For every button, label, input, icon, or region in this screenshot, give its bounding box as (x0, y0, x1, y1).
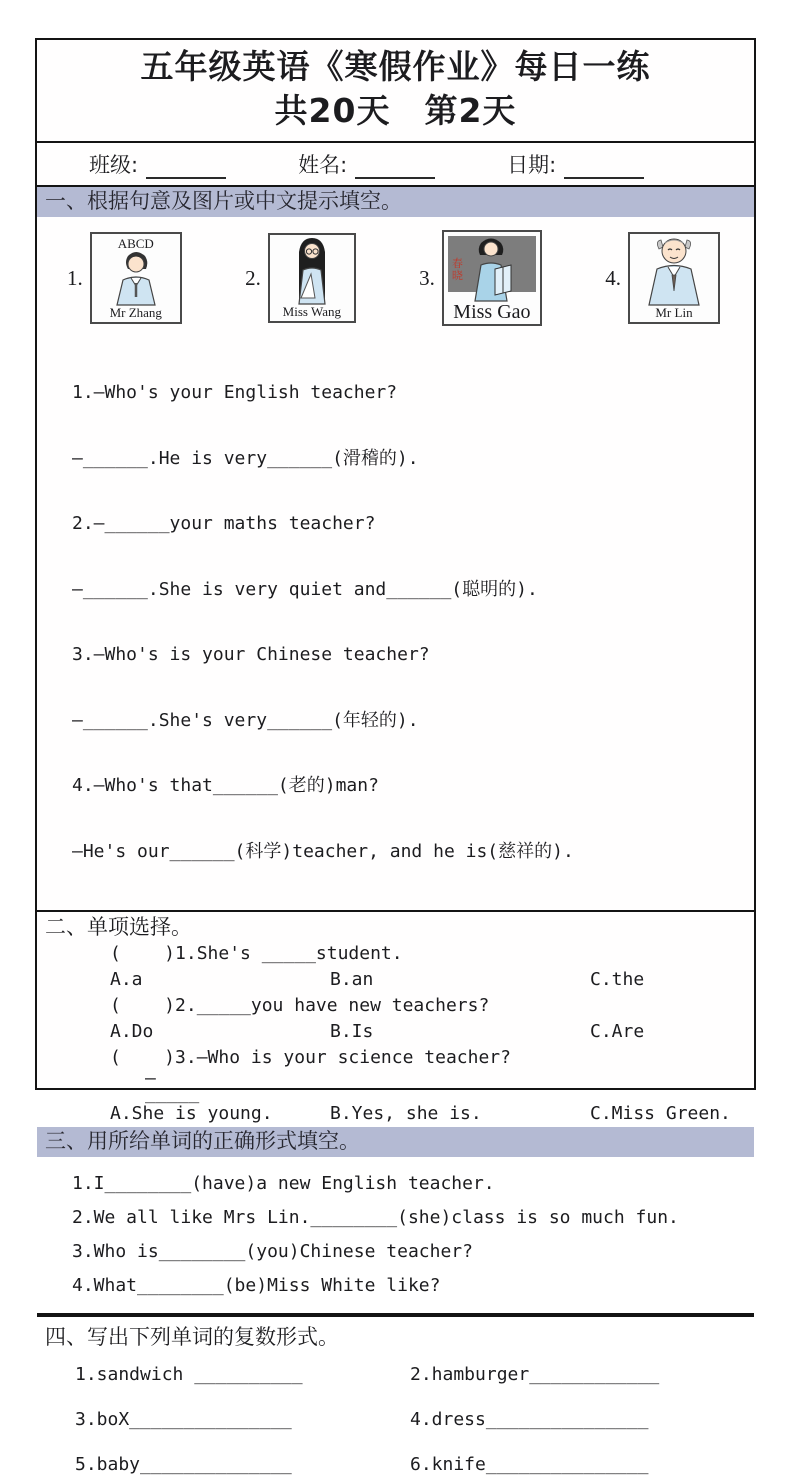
mc-option-a: A.a (110, 969, 143, 990)
date-label: 日期: (507, 153, 557, 177)
picture-label: Miss Wang (282, 304, 341, 319)
miss-gao-illustration (461, 235, 523, 301)
section-4-header: 四、写出下列单词的复数形式。 (45, 1325, 339, 1349)
name-label: 姓名: (298, 153, 348, 177)
mc-option-a: A.Do (110, 1021, 154, 1042)
mc-option-c: C.Miss Green. (590, 1103, 731, 1124)
picture-box-mr-lin (628, 232, 720, 324)
mc-options-row (37, 1019, 754, 1045)
teacher-pictures-row (37, 217, 754, 336)
picture-number: 4. (605, 265, 621, 290)
page-subtitle: 共20天 第2天 (274, 91, 517, 130)
question-line: 4.—Who's that______(老的)man? (72, 775, 379, 796)
question-line: —______.She's very______(年轻的). (72, 709, 419, 731)
mr-zhang-illustration (105, 251, 167, 305)
chalkboard-text: 春晓 (451, 257, 463, 282)
picture-number: 2. (245, 265, 261, 290)
name-field (298, 149, 435, 179)
question-line: 3.—Who's is your Chinese teacher? (72, 644, 430, 665)
miss-wang-illustration (282, 236, 342, 304)
date-field (507, 149, 644, 179)
picture-item-4 (605, 232, 720, 324)
plural-item: 1.sandwich __________ (75, 1364, 303, 1385)
mc-options-row (37, 1101, 754, 1127)
date-blank-line (564, 155, 644, 179)
section-1-header: 一、根据句意及图片或中文提示填空。 (37, 187, 754, 217)
mc-option-c: C.the (590, 969, 645, 990)
plural-words-grid (37, 1362, 754, 1478)
mc-answer-dash: — (145, 1068, 156, 1089)
mc-item-stem: ( )1.She's _____student. (110, 943, 403, 964)
picture-label: Mr Zhang (109, 305, 162, 320)
picture-item-1 (67, 232, 182, 324)
class-field (89, 149, 226, 179)
plural-item: 4.dress_______________ (410, 1409, 649, 1430)
question-line: 4.What________(be)Miss White like? (72, 1275, 441, 1296)
question-line: 1.—Who's your English teacher? (72, 382, 398, 403)
question-line: 3.Who is________(you)Chinese teacher? (72, 1241, 473, 1262)
question-line: —______.She is very quiet and______(聪明的). (72, 578, 538, 600)
section-2 (37, 910, 754, 1127)
picture-number: 3. (419, 265, 435, 290)
section-2-header: 二、单项选择。 (45, 915, 192, 939)
picture-number: 1. (67, 265, 83, 290)
question-line: —He's our______(科学)teacher, and he is(慈祥的). (72, 840, 574, 862)
picture-box-mr-zhang (90, 232, 182, 324)
mc-item-stem: ( )2._____you have new teachers? (110, 995, 490, 1016)
mc-option-b: B.Is (330, 1021, 374, 1042)
class-blank-line (146, 155, 226, 179)
worksheet-page (35, 38, 756, 1475)
title-block (37, 40, 754, 143)
mc-option-b: B.Yes, she is. (330, 1103, 482, 1124)
picture-label: Mr Lin (655, 305, 693, 320)
picture-box-miss-gao (442, 230, 542, 326)
plural-item: 3.boX_______________ (75, 1409, 292, 1430)
picture-box-miss-wang (268, 233, 356, 323)
picture-item-2 (245, 233, 356, 323)
plural-item: 2.hamburger____________ (410, 1364, 660, 1385)
mc-answer-blank: _____ (145, 1083, 200, 1104)
mr-lin-illustration (641, 235, 707, 305)
mc-option-b: B.an (330, 969, 374, 990)
section-3-questions (37, 1157, 754, 1313)
abcd-text: ABCD (117, 236, 154, 251)
picture-item-3 (419, 230, 542, 326)
question-line: —______.He is very______(滑稽的). (72, 447, 419, 469)
section-1-questions (37, 336, 754, 910)
section-3-header: 三、用所给单词的正确形式填空。 (37, 1127, 754, 1157)
question-line: 1.I________(have)a new English teacher. (72, 1173, 495, 1194)
mc-item-stem: ( )3.—Who is your science teacher? (110, 1047, 511, 1068)
name-blank-line (355, 155, 435, 179)
page-title: 五年级英语《寒假作业》每日一练 (140, 47, 651, 86)
plural-item: 6.knife_______________ (410, 1454, 649, 1475)
question-line: 2.We all like Mrs Lin.________(she)class is so much fun. (72, 1207, 679, 1228)
section-4 (37, 1317, 754, 1478)
mc-options-row (37, 967, 754, 993)
mc-option-c: C.Are (590, 1021, 645, 1042)
plural-item: 5.baby______________ (75, 1454, 292, 1475)
mc-option-a: A.She is young. (110, 1103, 273, 1124)
class-label: 班级: (89, 153, 139, 177)
student-info-row (37, 143, 754, 187)
picture-label: Miss Gao (453, 301, 531, 323)
question-line: 2.—______your maths teacher? (72, 513, 376, 534)
